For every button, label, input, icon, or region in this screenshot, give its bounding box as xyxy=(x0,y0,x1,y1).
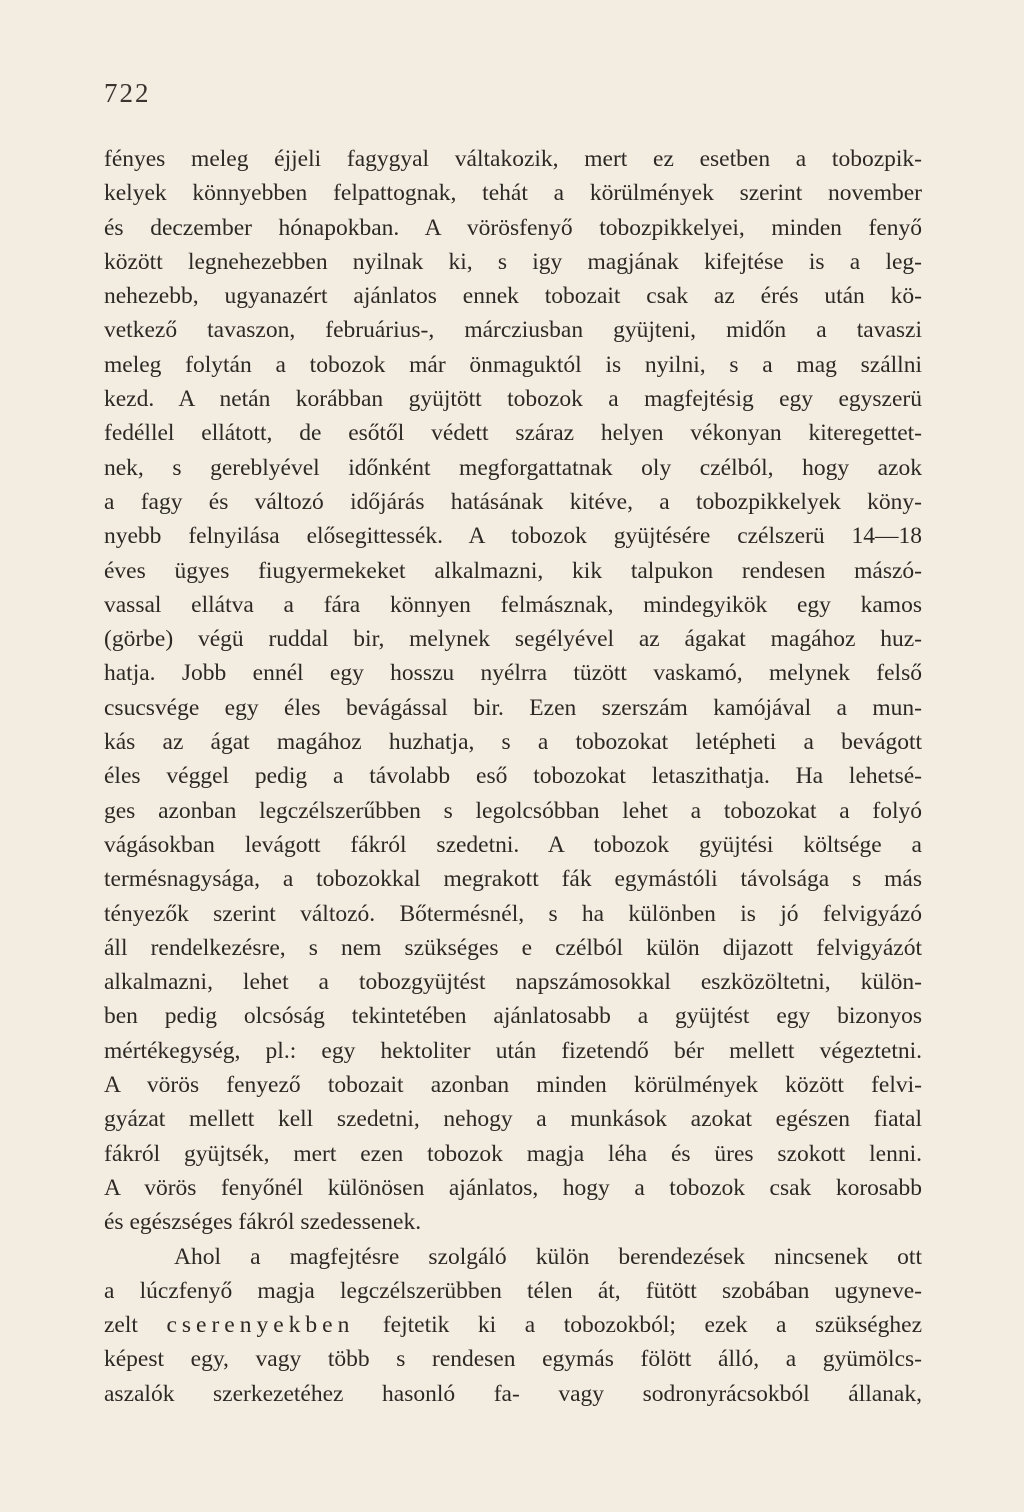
text-line: fedéllel ellátott, de esőtől védett száraz helyen vékonyan kiteregettet- xyxy=(104,420,922,447)
text-line: mértékegység, pl.: egy hektoliter után fizetendő bér mellett végeztetni. xyxy=(104,1037,922,1064)
text-line-mixed xyxy=(104,1308,922,1342)
text-line: csucsvége egy éles bevágással bir. Ezen szerszám kamójával a mun- xyxy=(104,694,922,721)
text-line: tényezők szerint változó. Bőtermésnél, s ha különben is jó felvigyázó xyxy=(104,900,922,927)
text-line: Ahol a magfejtésre szolgáló külön berendezések nincsenek ott xyxy=(174,1243,922,1270)
text-run: fejtetik ki a tobozokból; ezek a szükséghez xyxy=(382,1312,922,1339)
text-line: gyázat mellett kell szedetni, nehogy a munkások azokat egészen fiatal xyxy=(104,1106,922,1133)
text-line: aszalók szerkezetéhez hasonló fa- vagy sodronyrácsokból állanak, xyxy=(104,1380,922,1407)
text-line: ben pedig olcsóság tekintetében ajánlatosabb a gyüjtést egy bizonyos xyxy=(104,1003,922,1030)
text-line: a lúczfenyő magja legczélszerübben télen át, fütött szobában ugyneve- xyxy=(104,1277,922,1304)
text-line: A vörös fenyőnél különösen ajánlatos, hogy a tobozok csak korosabb xyxy=(104,1174,922,1201)
text-line: A vörös fenyező tobozait azonban minden körülmények között felvi- xyxy=(104,1072,922,1099)
spaced-term: cserenyekben xyxy=(166,1312,355,1339)
text-line: éves ügyes fiugyermekeket alkalmazni, kik talpukon rendesen mászó- xyxy=(104,557,922,584)
text-line: nehezebb, ugyanazért ajánlatos ennek tobozait csak az érés után kö- xyxy=(104,283,922,310)
text-line: áll rendelkezésre, s nem szükséges e czélból külön dijazott felvigyázót xyxy=(104,934,922,961)
paragraph-1 xyxy=(104,142,922,1240)
text-line: vágásokban levágott fákról szedetni. A tobozok gyüjtési költsége a xyxy=(104,831,922,858)
text-line: hatja. Jobb ennél egy hosszu nyélrra tüzött vaskamó, melynek felső xyxy=(104,660,922,687)
text-line: kelyek könnyebben felpattognak, tehát a körülmények szerint november xyxy=(104,180,922,207)
text-line: éles véggel pedig a távolabb eső tobozokat letaszithatja. Ha lehetsé- xyxy=(104,763,922,790)
text-line: kezd. A netán korábban gyüjtött tobozok a magfejtésig egy egyszerü xyxy=(104,386,922,413)
text-run: zelt xyxy=(104,1312,138,1339)
text-line: meleg folytán a tobozok már önmaguktól is nyilni, s a mag szállni xyxy=(104,351,922,378)
text-line: a fagy és változó időjárás hatásának kitéve, a tobozpikkelyek köny- xyxy=(104,488,922,515)
page-number: 722 xyxy=(104,78,151,108)
text-line: (görbe) végü ruddal bir, melynek segélyével az ágakat magához huz- xyxy=(104,626,922,653)
page-text xyxy=(104,142,922,1411)
text-line: fákról gyüjtsék, mert ezen tobozok magja léha és üres szokott lenni. xyxy=(104,1140,922,1167)
text-line: és egészséges fákról szedessenek. xyxy=(104,1209,422,1236)
text-line: fényes meleg éjjeli fagygyal váltakozik, mert ez esetben a tobozpik- xyxy=(104,146,922,172)
text-line: vetkező tavaszon, februárius-, márcziusban gyüjteni, midőn a tavaszi xyxy=(104,317,922,344)
text-line: termésnagysága, a tobozokkal megrakott fák egymástóli távolsága s más xyxy=(104,866,922,893)
text-line: nek, s gereblyével időnként megforgattatnak oly czélból, hogy azok xyxy=(104,454,922,481)
text-line: vassal ellátva a fára könnyen felmásznak, mindegyikök egy kamos xyxy=(104,591,922,618)
text-line: és deczember hónapokban. A vörösfenyő tobozpikkelyei, minden fenyő xyxy=(104,214,922,241)
text-line: ges azonban legczélszerűbben s legolcsóbban lehet a tobozokat a folyó xyxy=(104,797,922,824)
text-line: kás az ágat magához huzhatja, s a tobozokat letépheti a bevágott xyxy=(104,729,922,756)
text-line: alkalmazni, lehet a tobozgyüjtést napszámosokkal eszközöltetni, külön- xyxy=(104,969,922,996)
text-line: között legnehezebben nyilnak ki, s igy magjának kifejtése is a leg- xyxy=(104,248,922,275)
paragraph-2 xyxy=(104,1240,922,1411)
text-line: képest egy, vagy több s rendesen egymás fölött álló, a gyümölcs- xyxy=(104,1346,922,1373)
text-line: nyebb felnyilása elősegittessék. A tobozok gyüjtésére czélszerü 14—18 xyxy=(104,523,922,550)
